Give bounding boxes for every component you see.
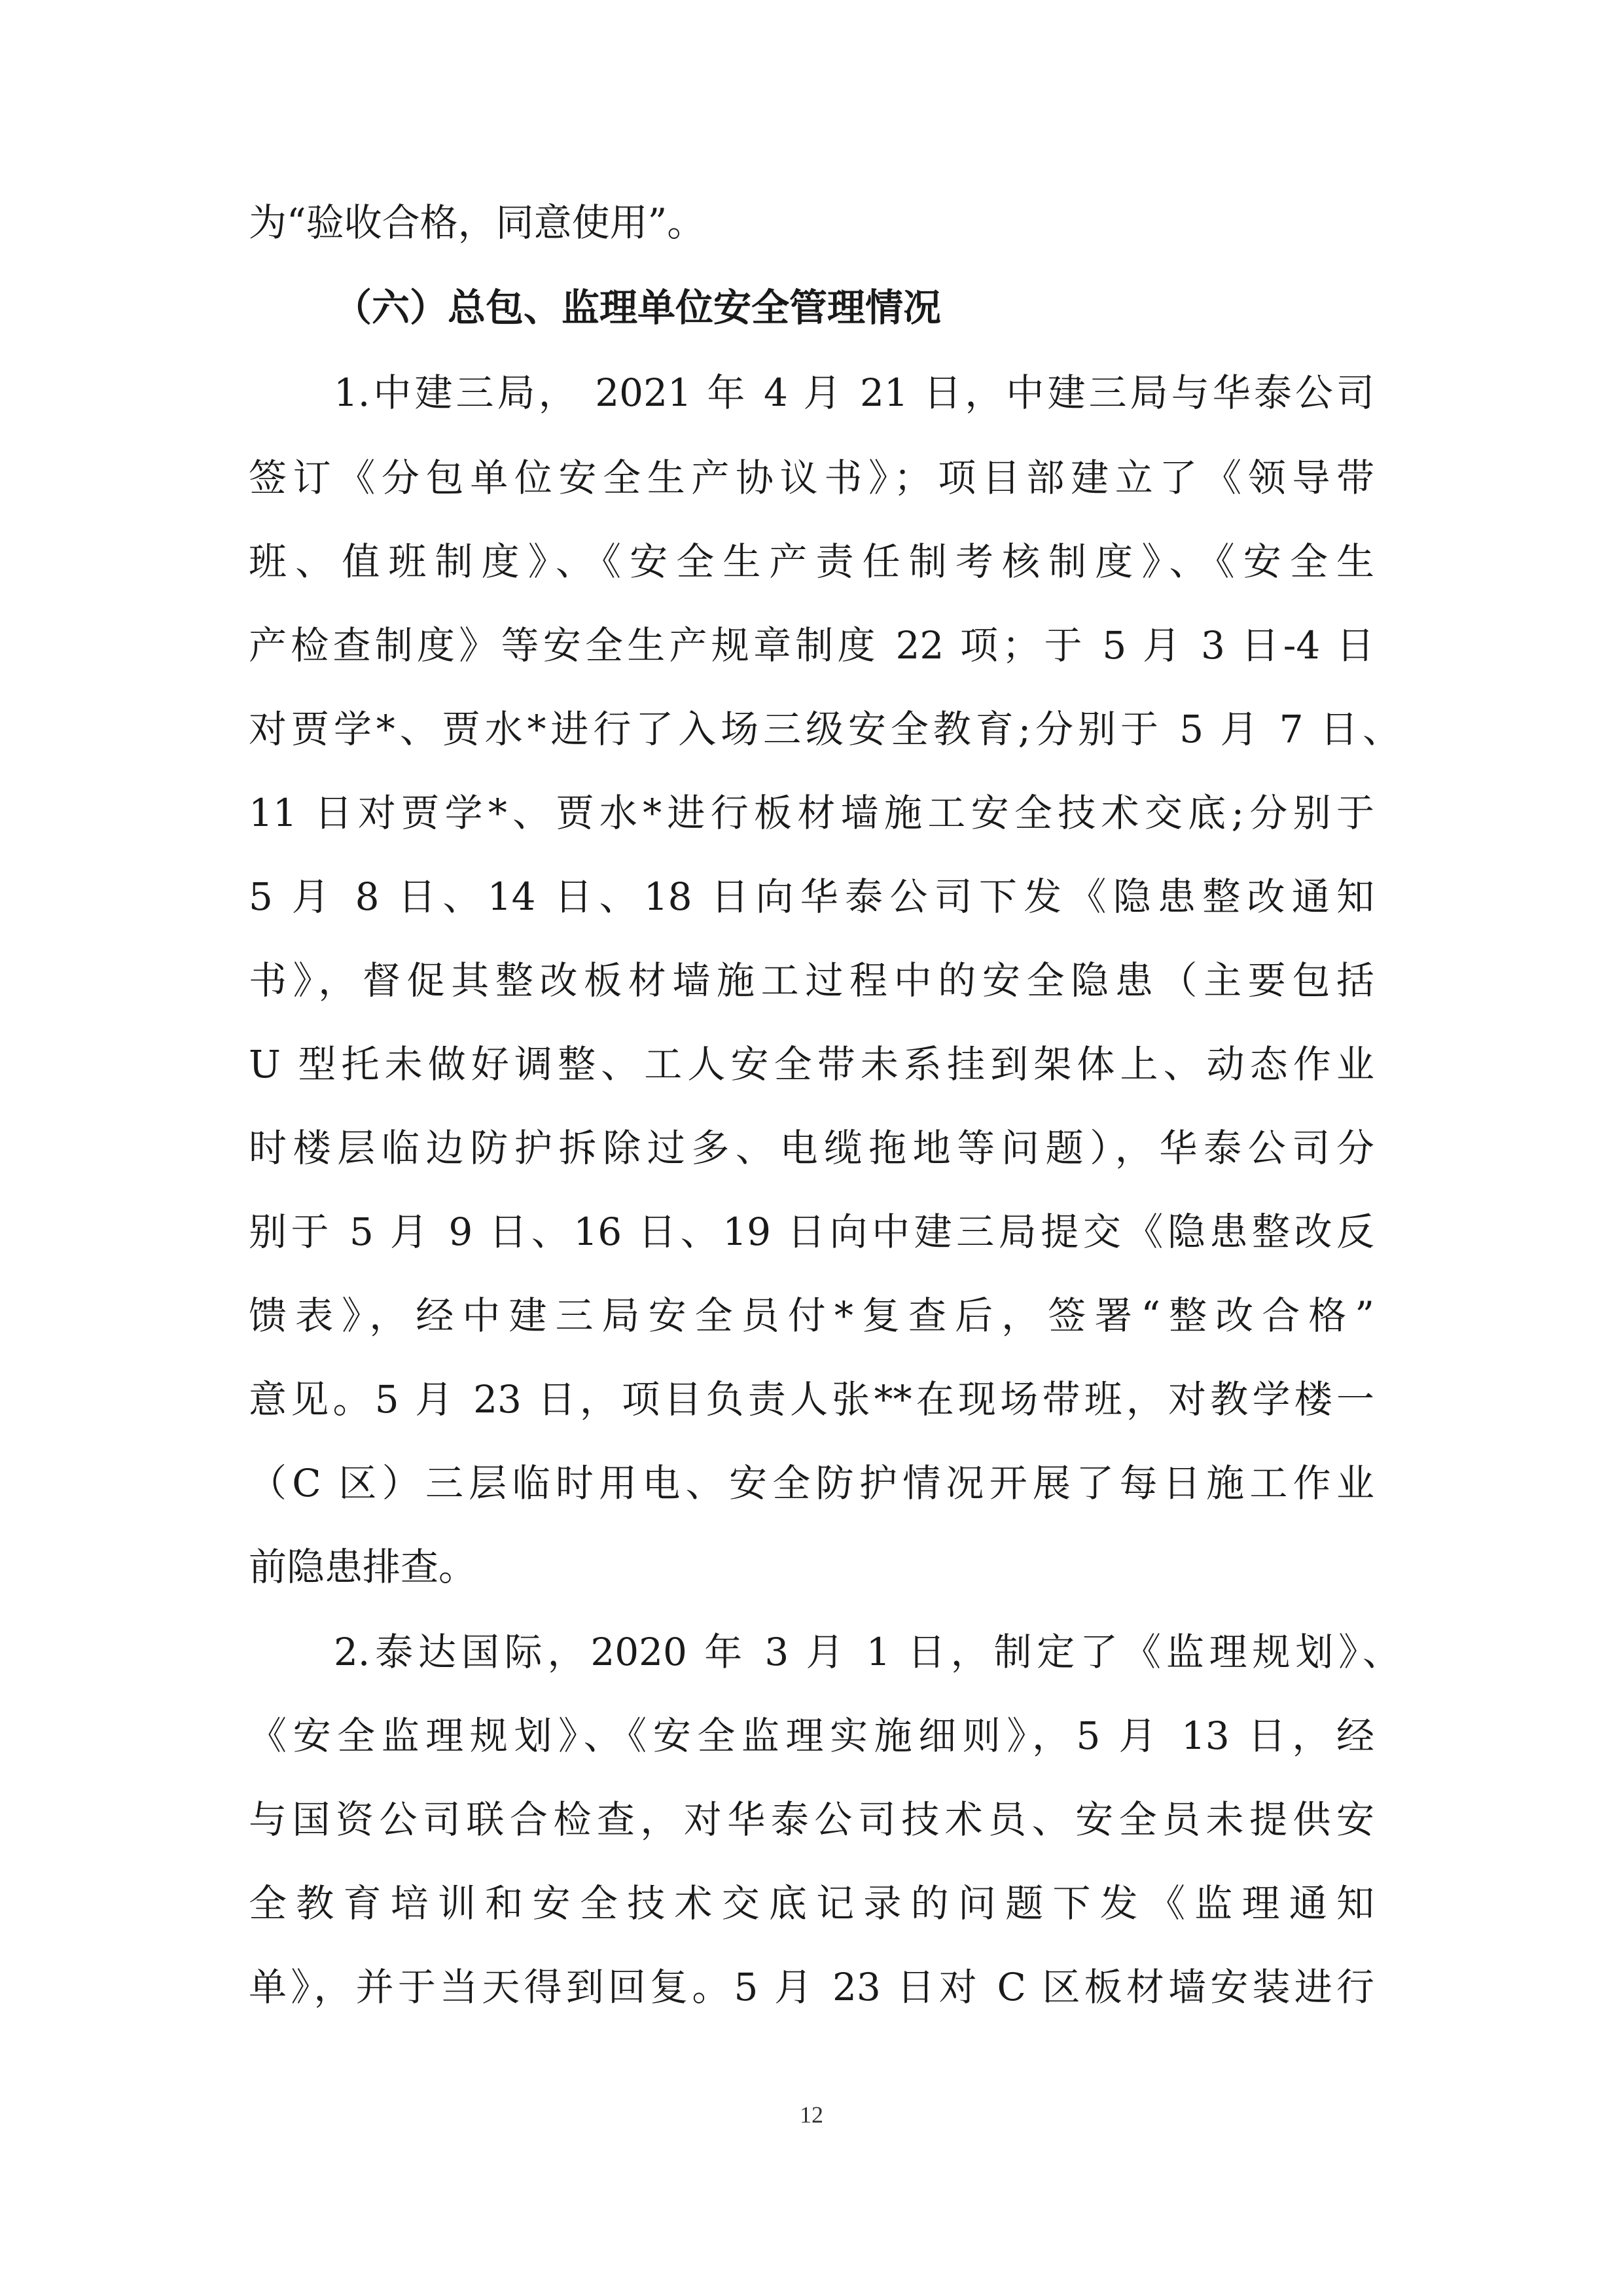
text-line: 签订《分包单位安全生产协议书》；项目部建立了《领导带 [249, 456, 1374, 500]
text-line: 单》，并于当天得到回复。5 月 23 日对 C 区板材墙安装进行 [249, 1965, 1374, 2009]
text-line: 别于 5 月 9 日、16 日、19 日向中建三局提交《隐患整改反 [249, 1210, 1374, 1254]
text-line: 为“验收合格，同意使用”。 [249, 200, 705, 245]
text-line: 11 日对贾学*、贾水*进行板材墙施工安全技术交底;分别于 [249, 791, 1374, 835]
paragraph-first-line: 1.中建三局， 2021 年 4 月 21 日，中建三局与华泰公司 [334, 370, 1374, 415]
text-line: （C 区）三层临时用电、安全防护情况开展了每日施工作业 [249, 1461, 1374, 1505]
text-line: 馈表》，经中建三局安全员付*复查后，签署“整改合格” [249, 1293, 1374, 1338]
text-line: 全教育培训和安全技术交底记录的问题下发《监理通知 [249, 1881, 1374, 1926]
text-line: 意见。5 月 23 日，项目负责人张**在现场带班，对教学楼一 [249, 1377, 1374, 1422]
text-line: 《安全监理规划》、《安全监理实施细则》，5 月 13 日，经 [249, 1713, 1374, 1758]
text-line: 前隐患排查。 [249, 1545, 477, 1589]
paragraph-first-line: 2.泰达国际，2020 年 3 月 1 日，制定了《监理规划》、 [334, 1630, 1400, 1674]
text-line: U 型托未做好调整、工人安全带未系挂到架体上、动态作业 [249, 1042, 1374, 1086]
text-line: 对贾学*、贾水*进行了入场三级安全教育;分别于 5 月 7 日、 [249, 707, 1400, 751]
text-line: 时楼层临边防护拆除过多、电缆拖地等问题），华泰公司分 [249, 1126, 1374, 1170]
section-heading: （六）总包、监理单位安全管理情况 [334, 285, 942, 330]
text-line: 产检查制度》等安全生产规章制度 22 项；于 5 月 3 日-4 日 [249, 623, 1374, 668]
page-number: 12 [800, 2102, 823, 2128]
text-line: 书》，督促其整改板材墙施工过程中的安全隐患（主要包括 [249, 958, 1374, 1003]
text-line: 班、值班制度》、《安全生产责任制考核制度》、《安全生 [249, 539, 1374, 584]
text-line: 5 月 8 日、14 日、18 日向华泰公司下发《隐患整改通知 [249, 874, 1374, 919]
text-line: 与国资公司联合检查，对华泰公司技术员、安全员未提供安 [249, 1797, 1374, 1842]
